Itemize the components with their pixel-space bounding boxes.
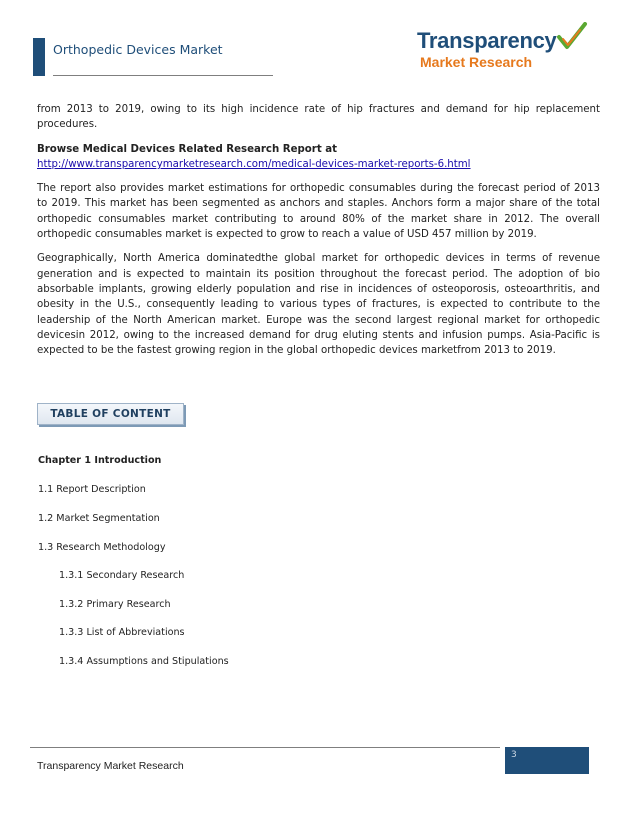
company-logo bbox=[417, 22, 589, 72]
logo-text-main: Transparency bbox=[417, 28, 557, 53]
page-number-box bbox=[505, 747, 589, 774]
browse-label: Browse Medical Devices Related Research Report at bbox=[37, 143, 337, 155]
footer-company-name: Transparency Market Research bbox=[37, 760, 184, 772]
checkmark-logo-icon bbox=[556, 22, 588, 52]
toc-subitem[interactable]: 1.3.1 Secondary Research bbox=[59, 570, 185, 581]
toc-subitem[interactable]: 1.3.4 Assumptions and Stipulations bbox=[59, 656, 229, 667]
header-divider bbox=[53, 75, 273, 76]
toc-item[interactable]: 1.2 Market Segmentation bbox=[38, 513, 160, 524]
document-body bbox=[37, 102, 600, 367]
toc-subitem[interactable]: 1.3.2 Primary Research bbox=[59, 599, 171, 610]
toc-item[interactable]: 1.3 Research Methodology bbox=[38, 542, 166, 553]
footer-divider bbox=[30, 747, 500, 748]
page-number: 3 bbox=[511, 750, 517, 760]
logo-text-sub: Market Research bbox=[420, 54, 533, 70]
document-title: Orthopedic Devices Market bbox=[53, 42, 223, 57]
toc-chapter-1[interactable]: Chapter 1 Introduction bbox=[38, 455, 162, 466]
paragraph-intro: from 2013 to 2019, owing to its high incidence rate of hip fractures and demand for hip replacement procedures. bbox=[37, 104, 600, 131]
header-accent-bar bbox=[33, 38, 45, 76]
table-of-content-button[interactable]: TABLE OF CONTENT bbox=[37, 403, 184, 425]
paragraph-consumables: The report also provides market estimations for orthopedic consumables during the forecast period of 2013 to 2019. This market has been segmented as anchors and staples. Anchors form a major share of the total orthopedic consumables market contributing to around 80% of the market share in 2012. The overall orthopedic consumables market is expected to grow to reach a value of USD 457 million by 2019. bbox=[37, 183, 600, 241]
report-link[interactable]: http://www.transparencymarketresearch.com/medical-devices-market-reports-6.html bbox=[37, 158, 471, 170]
toc-subitem[interactable]: 1.3.3 List of Abbreviations bbox=[59, 627, 185, 638]
paragraph-geography: Geographically, North America dominatedthe global market for orthopedic devices in terms of revenue generation and is expected to maintain its position throughout the forecast period. The adoption of bio absorbable implants, growing elderly population and rise in incidences of osteoporosis, osteoarthritis, and obesity in the U.S., consequently leading to various types of fractures, is expected to contribute to the leadership of the North American market. Europe was the second largest regional market for orthopedic devicesin 2012, owing to the increased demand for drug eluting stents and infusion pumps. Asia-Pacific is expected to be the fastest growing region in the global orthopedic devices marketfrom 2013 to 2019. bbox=[37, 253, 600, 357]
toc-item[interactable]: 1.1 Report Description bbox=[38, 484, 146, 495]
